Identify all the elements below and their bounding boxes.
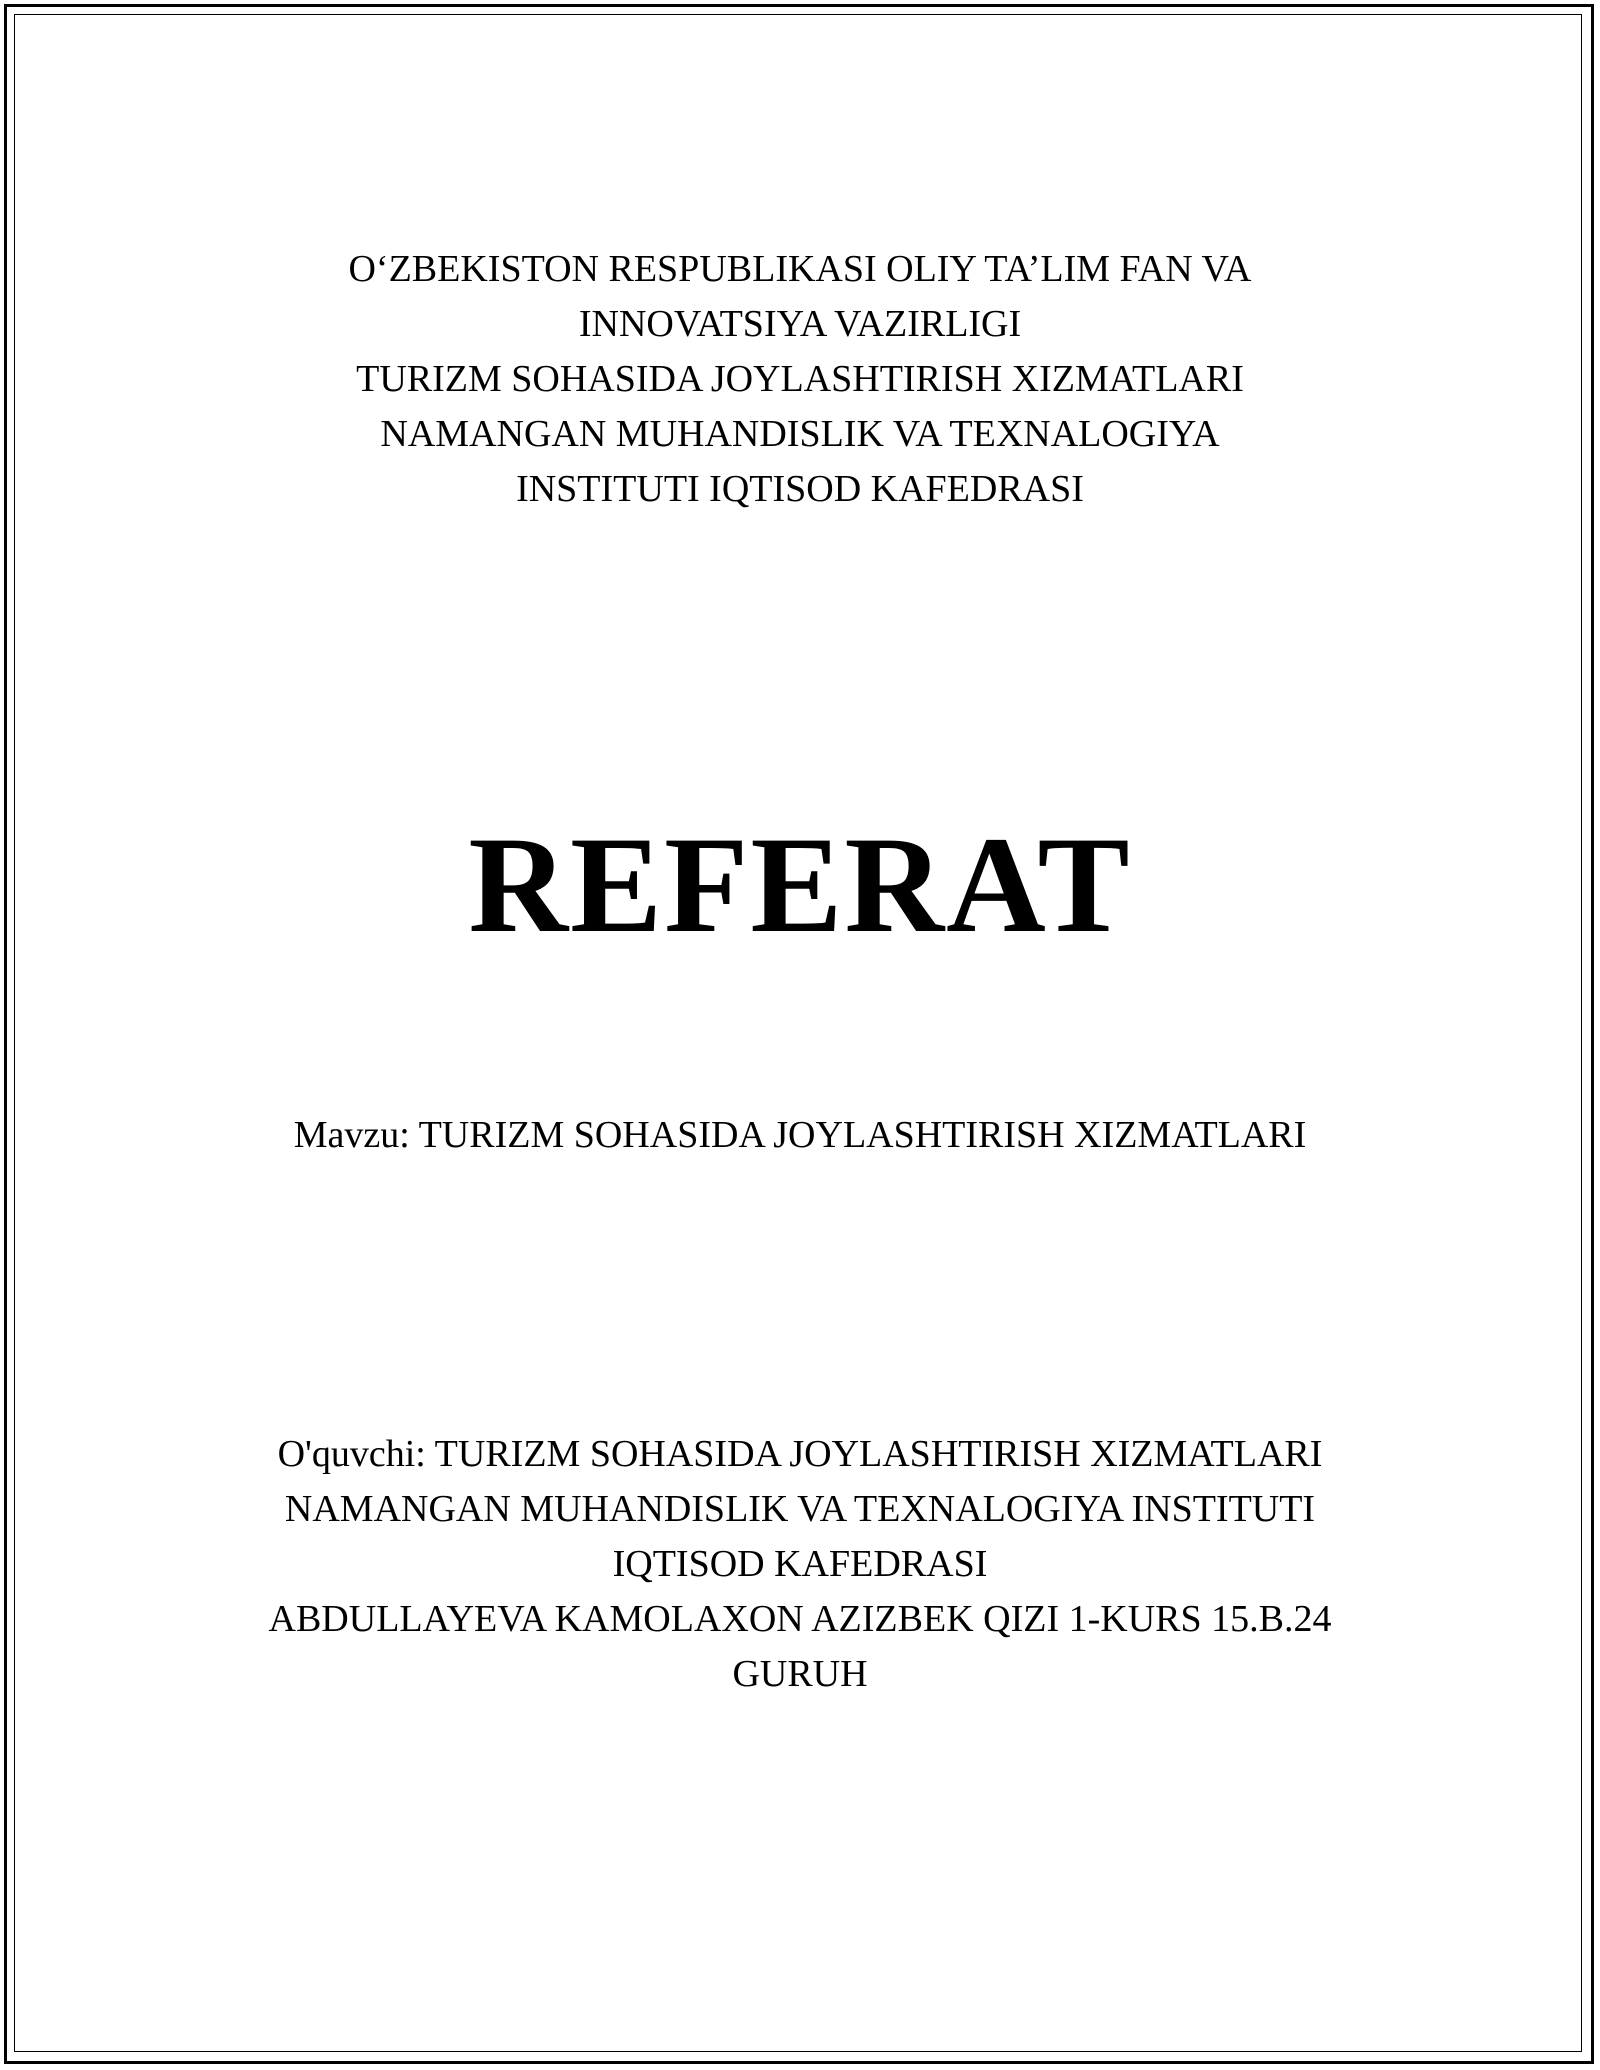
student-line: ABDULLAYEVA KAMOLAXON AZIZBEK QIZI 1-KURS 15.B.24 <box>268 1598 1332 1640</box>
ministry-header <box>0 242 1600 517</box>
header-line: NAMANGAN MUHANDISLIK VA TEXNALOGIYA <box>380 413 1220 455</box>
title-block <box>0 805 1600 965</box>
header-line: O‘ZBEKISTON RESPUBLIKASI OLIY TA’LIM FAN VA <box>348 248 1252 290</box>
student-line: NAMANGAN MUHANDISLIK VA TEXNALOGIYA INSTITUTI <box>284 1488 1316 1530</box>
student-line: IQTISOD KAFEDRASI <box>612 1543 988 1585</box>
topic-block <box>0 1108 1600 1163</box>
header-line: INNOVATSIYA VAZIRLIGI <box>578 303 1022 345</box>
topic-line: Mavzu: TURIZM SOHASIDA JOYLASHTIRISH XIZMATLARI <box>293 1114 1307 1156</box>
header-line: INSTITUTI IQTISOD KAFEDRASI <box>516 468 1084 510</box>
student-line: GURUH <box>732 1653 868 1695</box>
document-title: REFERAT <box>468 808 1132 961</box>
header-line: TURIZM SOHASIDA JOYLASHTIRISH XIZMATLARI <box>356 358 1244 400</box>
student-info <box>0 1427 1600 1702</box>
student-line: O'quvchi: TURIZM SOHASIDA JOYLASHTIRISH XIZMATLARI <box>277 1433 1323 1475</box>
